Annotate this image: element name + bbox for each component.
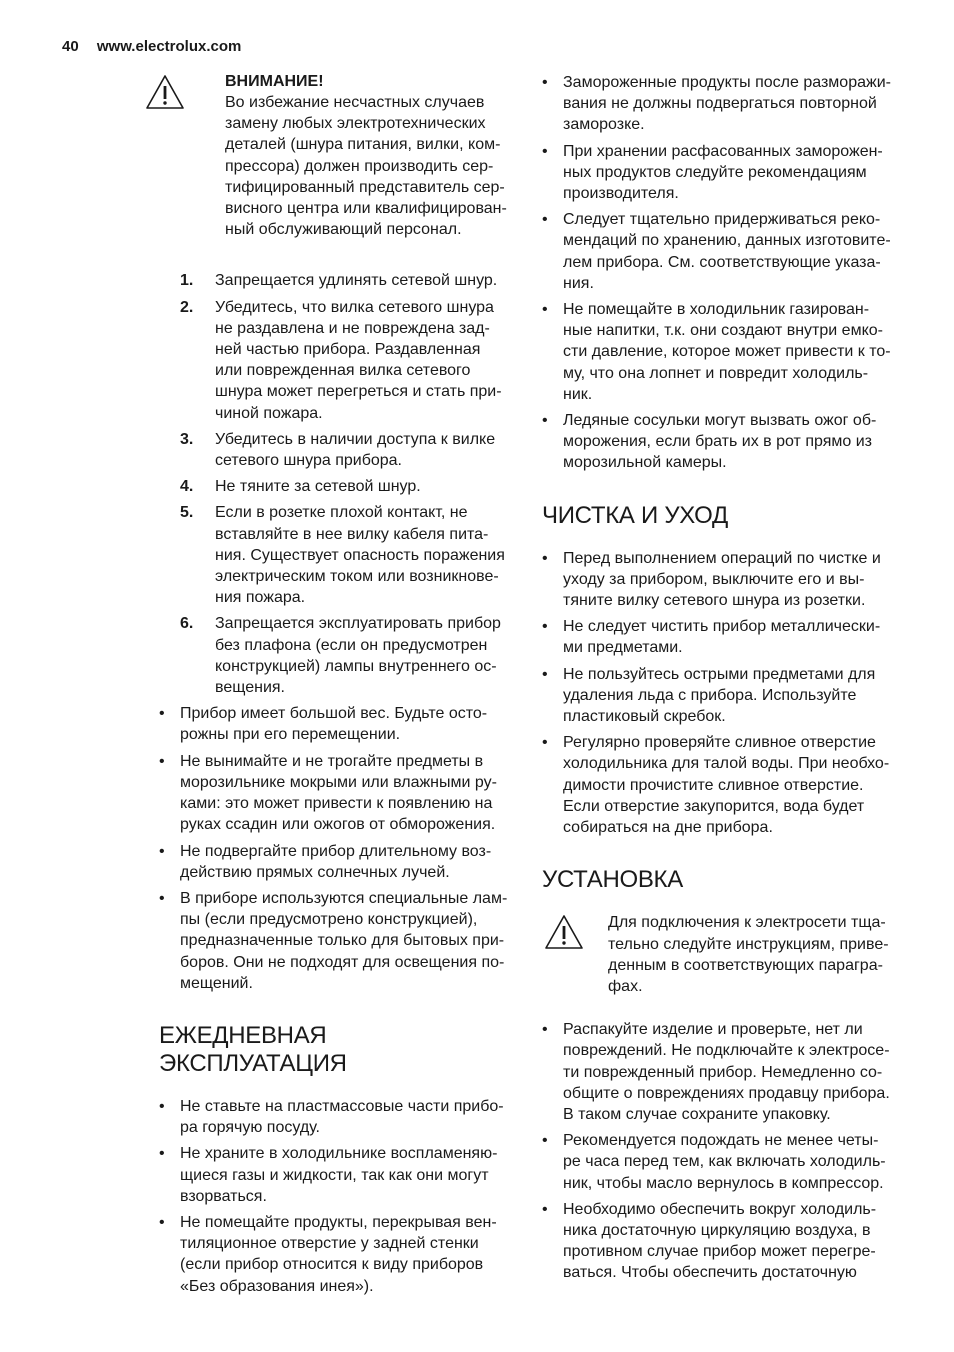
list-item: • Прибор имеет большой вес. Будьте осто- рожны при его перемещении. — [145, 703, 513, 745]
numbered-list — [145, 270, 513, 698]
warning-text: Во избежание несчастных случаев замену любых электротехнических деталей (шнура питания, вилки, ком- прессора) должен производить сер- тифицированный представитель сер- висного центра или квалифицирован- ный обслуживающий персонал. — [225, 94, 507, 239]
list-item: • Регулярно проверяйте сливное отверстие холодильника для талой воды. При необхо- димости прочистите сливное отверстие. Если отверстие закупорится, вода будет собираться на дне прибора. — [528, 732, 898, 838]
list-item: 2. Убедитесь, что вилка сетевого шнура не раздавлена и не повреждена зад- ней частью прибора. Раздавленная или поврежденная вилка сетевого шнура может перегреться и стать при- чиной пожара. — [180, 298, 502, 422]
list-item: • Не подвергайте прибор длительному воз- действию прямых солнечных лучей. — [145, 841, 513, 883]
list-item: • Не ставьте на пластмассовые части прибо- ра горячую посуду. — [145, 1096, 513, 1138]
section-heading-install: УСТАНОВКА — [542, 866, 683, 894]
list-item: • Не храните в холодильнике воспламеняю- щиеся газы и жидкости, так как они могут взорваться. — [145, 1143, 513, 1207]
list-item: • Не следует чистить прибор металлически- ми предметами. — [528, 616, 898, 658]
list-item: 3. Убедитесь в наличии доступа к вилке сетевого шнура прибора. — [180, 430, 496, 470]
list-item: • Замороженные продукты после разморажи- вания не должны подвергаться повторной заморозке. — [528, 72, 898, 136]
bullet-list-daily — [145, 1096, 513, 1297]
bullet-list — [145, 703, 513, 994]
right-column — [528, 72, 898, 1289]
bullet-list-top — [528, 72, 898, 474]
list-item: • Перед выполнением операций по чистке и уходу за прибором, выключите его и вы- тяните вилку сетевого шнура из розетки. — [528, 548, 898, 612]
list-item: • Рекомендуется подождать не менее четы- ре часа перед тем, как включать холодиль- ник, чтобы масло вернулось в компрессор. — [528, 1130, 898, 1194]
warning-block — [145, 72, 513, 240]
site-url: www.electrolux.com — [96, 38, 242, 55]
page-header — [62, 38, 241, 55]
list-item: • Следует тщательно придерживаться реко- мендаций по хранению, данных изготовите- лем прибора. См. соответствующие указа- ния. — [528, 209, 898, 294]
list-item: 6. Запрещается эксплуатировать прибор без плафона (если он предусмотрен конструкцией) лампы внутреннего ос- вещения. — [180, 615, 501, 697]
list-item: 4. Не тяните за сетевой шнур. — [180, 478, 421, 496]
page-number: 40 — [62, 38, 79, 55]
section-heading-daily: ЕЖЕДНЕВНАЯ ЭКСПЛУАТАЦИЯ — [159, 1021, 347, 1077]
install-warning-block — [528, 912, 898, 997]
list-item: • При хранении расфасованных заморожен- ных продуктов следуйте рекомендациям производителя. — [528, 141, 898, 205]
warning-title: ВНИМАНИЕ! — [225, 73, 324, 90]
list-item: • Ледяные сосульки могут вызвать ожог об- морожения, если брать их в рот прямо из морозильной камеры. — [528, 410, 898, 474]
warning-triangle-icon — [544, 914, 584, 955]
list-item: 1. Запрещается удлинять сетевой шнур. — [180, 272, 498, 290]
list-item: • Не пользуйтесь острыми предметами для удаления льда с прибора. Используйте пластиковый скребок. — [528, 664, 898, 728]
list-item: 5. Если в розетке плохой контакт, не вставляйте в нее вилку кабеля пита- ния. Существует опасность поражения электрическим током или возникнове- ния пожара. — [180, 504, 505, 607]
list-item: • Распакуйте изделие и проверьте, нет ли повреждений. Не подключайте к электросе- ти поврежденный прибор. Немедленно со- общите о повреждениях продавцу прибора. В таком случае сохраните упаковку. — [528, 1019, 898, 1125]
bullet-list-cleaning — [528, 548, 898, 839]
list-item: • Не вынимайте и не трогайте предметы в морозильнике мокрыми или влажными ру- ками: это может привести к появлению на руках ссадин или ожогов от обморожения. — [145, 751, 513, 836]
section-heading-cleaning: ЧИСТКА И УХОД — [542, 501, 728, 529]
install-warning-text: Для подключения к электросети тща- тельно следуйте инструкциям, приве- денным в соответствующих парагра- фах. — [608, 914, 889, 995]
bullet-list-install — [528, 1019, 898, 1283]
warning-triangle-icon — [145, 74, 185, 115]
list-item: • В приборе используются специальные лам- пы (если предусмотрено конструкцией), предназначенные только для бытовых при- боров. Они не подходят для освещения по- мещений. — [145, 888, 513, 994]
left-column — [145, 72, 513, 1302]
list-item: • Не помещайте в холодильник газирован- ные напитки, т.к. они создают внутри емко- сти давление, которое может привести к то- му, что она лопнет и повредит холодиль- ник. — [528, 299, 898, 405]
list-item: • Не помещайте продукты, перекрывая вен- тиляционное отверстие у задней стенки (если прибор относится к виду приборов «Без образования инея»). — [145, 1212, 513, 1297]
list-item: • Необходимо обеспечить вокруг холодиль- ника достаточную циркуляцию воздуха, в противном случае прибор может перегре- ваться. Чтобы обеспечить достаточную — [528, 1199, 898, 1284]
